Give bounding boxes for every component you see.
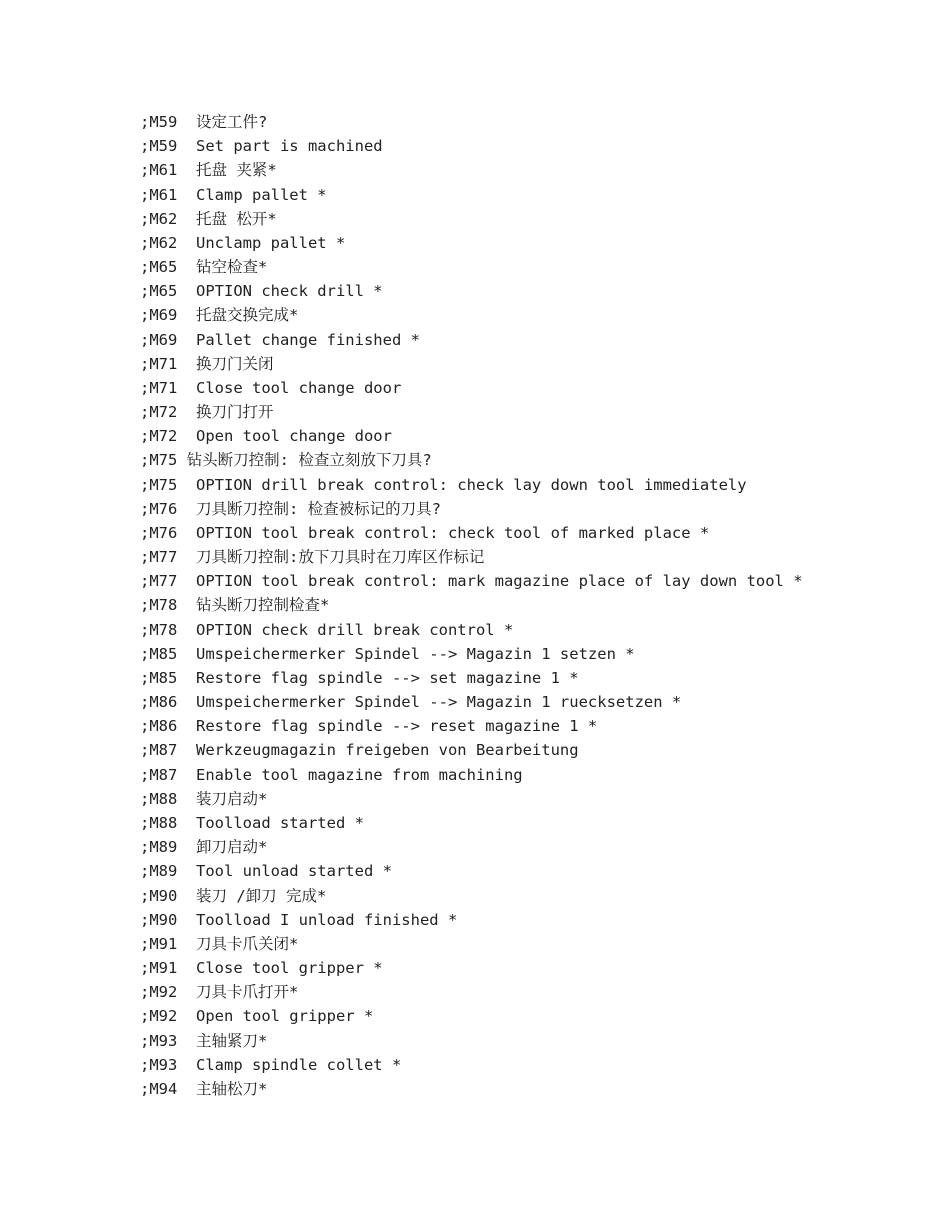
text-line: ;M90 Toolload I unload finished * [140,910,458,929]
text-line: ;M78 钻头断刀控制检查* [140,596,330,615]
text-line: ;M93 Clamp spindle collet * [140,1055,402,1074]
text-line: ;M65 钻空检查* [140,258,268,277]
text-line: ;M91 Close tool gripper * [140,959,383,978]
document-page [140,110,930,1101]
text-line: ;M62 Unclamp pallet * [140,233,346,252]
text-line: ;M72 Open tool change door [140,427,392,446]
text-line: ;M61 托盘 夹紧* [140,161,277,180]
text-line: ;M78 OPTION check drill break control * [140,620,514,639]
text-line: ;M90 装刀 /卸刀 完成* [140,886,327,905]
text-line: ;M69 托盘交换完成* [140,306,299,325]
text-line: ;M71 Close tool change door [140,378,402,397]
text-line: ;M88 Toolload started * [140,813,364,832]
text-line: ;M76 刀具断刀控制: 检查被标记的刀具? [140,499,441,518]
text-line: ;M77 刀具断刀控制:放下刀具时在刀库区作标记 [140,548,485,567]
text-line: ;M65 OPTION check drill * [140,282,383,301]
text-line: ;M94 主轴松刀* [140,1079,268,1098]
text-line: ;M92 刀具卡爪打开* [140,983,299,1002]
text-line: ;M69 Pallet change finished * [140,330,420,349]
text-line: ;M75 钻头断刀控制: 检查立刻放下刀具? [140,451,432,470]
text-line: ;M88 装刀启动* [140,789,268,808]
text-line: ;M89 卸刀启动* [140,838,268,857]
text-line: ;M72 换刀门打开 [140,403,274,422]
text-line: ;M76 OPTION tool break control: check tool of marked place * [140,523,710,542]
text-line: ;M89 Tool unload started * [140,862,392,881]
text-line: ;M75 OPTION drill break control: check lay down tool immediately [140,475,747,494]
text-line: ;M87 Werkzeugmagazin freigeben von Bearbeitung [140,741,579,760]
text-line: ;M59 设定工件? [140,113,268,131]
text-line: ;M77 OPTION tool break control: mark magazine place of lay down tool * [140,572,803,591]
text-line: ;M93 主轴紧刀* [140,1031,268,1050]
text-line: ;M59 Set part is machined [140,137,383,156]
text-line: ;M71 换刀门关闭 [140,354,274,373]
text-line: ;M85 Umspeichermerker Spindel --> Magazin 1 setzen * [140,644,635,663]
text-line: ;M86 Umspeichermerker Spindel --> Magazin 1 ruecksetzen * [140,693,682,712]
text-line: ;M92 Open tool gripper * [140,1007,374,1026]
text-line: ;M91 刀具卡爪关闭* [140,934,299,953]
text-line: ;M87 Enable tool magazine from machining [140,765,523,784]
text-line: ;M62 托盘 松开* [140,209,277,228]
text-line: ;M61 Clamp pallet * [140,185,327,204]
text-line: ;M85 Restore flag spindle --> set magazine 1 * [140,668,579,687]
text-line: ;M86 Restore flag spindle --> reset magazine 1 * [140,717,598,736]
